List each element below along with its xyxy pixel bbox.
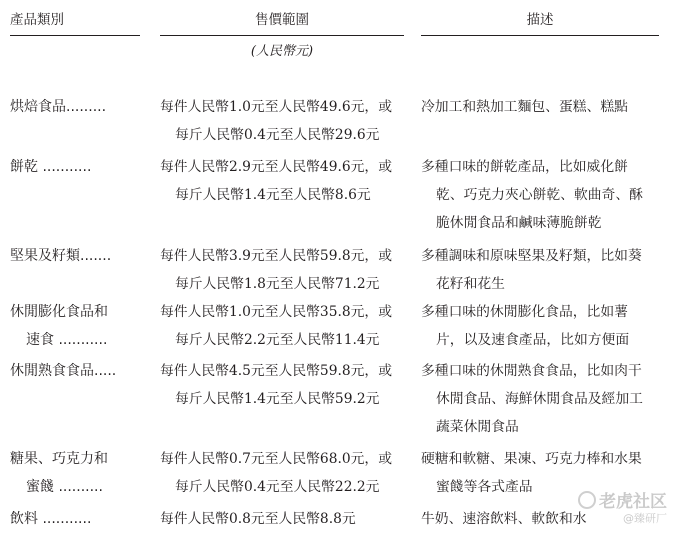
price-cell bbox=[160, 357, 406, 413]
price-cell bbox=[160, 445, 406, 501]
description-line2: 乾、巧克力夾心餅乾、軟曲奇、酥 bbox=[436, 187, 643, 203]
category-text-line2: 蜜餞 .......... bbox=[26, 479, 103, 495]
description-line1: 多種口味的休閒熟食食品，比如肉干 bbox=[421, 363, 642, 379]
description-line1: 硬糖和軟糖、果凍、巧克力棒和水果 bbox=[421, 451, 642, 467]
price-line2: 每斤人民幣0.4元至人民幣22.2元 bbox=[175, 479, 380, 495]
watermark-brand-text: 老虎社区 bbox=[599, 492, 667, 512]
category-cell bbox=[10, 242, 111, 270]
description-line2: 休閒食品、海鮮休閒食品及經加工 bbox=[436, 391, 643, 407]
price-line1: 每件人民幣4.5元至人民幣59.8元，或 bbox=[160, 363, 393, 379]
category-cell bbox=[10, 153, 91, 181]
category-cell bbox=[10, 505, 91, 533]
price-line1: 每件人民幣3.9元至人民幣59.8元，或 bbox=[160, 248, 393, 264]
price-cell bbox=[160, 242, 406, 298]
category-text: 烘焙食品......... bbox=[10, 99, 107, 115]
category-text: 糖果、巧克力和 bbox=[10, 451, 108, 467]
description-line1: 牛奶、速溶飲料、軟飲和水 bbox=[421, 511, 587, 527]
price-cell bbox=[160, 153, 406, 209]
price-line1: 每件人民幣1.0元至人民幣49.6元，或 bbox=[160, 99, 393, 115]
price-line2: 每斤人民幣2.2元至人民幣11.4元 bbox=[175, 332, 380, 348]
price-cell bbox=[160, 505, 406, 533]
category-text-line2: 速食 ........... bbox=[26, 332, 108, 348]
price-cell bbox=[160, 298, 406, 354]
header-description: 描述 bbox=[421, 0, 659, 36]
header-price-range: 售價範圍 bbox=[160, 0, 404, 36]
description-line1: 多種口味的餅乾產品，比如威化餅 bbox=[421, 159, 628, 175]
description-cell bbox=[421, 153, 659, 237]
description-cell bbox=[421, 242, 659, 298]
description-line3: 蔬菜休閒食品 bbox=[436, 419, 519, 435]
category-cell bbox=[10, 298, 108, 354]
category-cell bbox=[10, 357, 116, 385]
watermark-handle: @臻研厂 bbox=[623, 512, 667, 525]
description-line3: 脆休閒食品和鹹味薄脆餅乾 bbox=[436, 215, 602, 231]
category-text: 餅乾 ........... bbox=[10, 159, 92, 175]
category-text: 堅果及籽類....... bbox=[10, 248, 112, 264]
description-cell bbox=[421, 357, 659, 441]
description-cell bbox=[421, 298, 659, 354]
price-line1: 每件人民幣0.8元至人民幣8.8元 bbox=[160, 511, 356, 527]
price-unit-label: (人民幣元) bbox=[250, 44, 314, 59]
description-line1: 冷加工和熱加工麵包、蛋糕、糕點 bbox=[421, 99, 628, 115]
category-text: 休閒熟食食品..... bbox=[10, 363, 117, 379]
description-cell bbox=[421, 93, 659, 121]
header-category: 產品類別 bbox=[10, 0, 140, 36]
tiger-logo-icon bbox=[578, 491, 596, 509]
watermark-brand bbox=[578, 487, 667, 512]
description-line1: 多種口味的休閒膨化食品，比如薯 bbox=[421, 304, 628, 320]
category-cell bbox=[10, 93, 106, 121]
description-line2: 片，以及速食產品，比如方便面 bbox=[436, 332, 630, 348]
price-line2: 每斤人民幣1.4元至人民幣59.2元 bbox=[175, 391, 380, 407]
price-line1: 每件人民幣1.0元至人民幣35.8元，或 bbox=[160, 304, 393, 320]
category-text: 休閒膨化食品和 bbox=[10, 304, 108, 320]
price-line1: 每件人民幣0.7元至人民幣68.0元，或 bbox=[160, 451, 393, 467]
price-line2: 每斤人民幣0.4元至人民幣29.6元 bbox=[175, 127, 380, 143]
description-line2: 花籽和花生 bbox=[436, 276, 505, 292]
price-line1: 每件人民幣2.9元至人民幣49.6元，或 bbox=[160, 159, 393, 175]
description-line2: 蜜餞等各式產品 bbox=[436, 479, 533, 495]
price-line2: 每斤人民幣1.4元至人民幣8.6元 bbox=[175, 187, 371, 203]
category-text: 飲料 ........... bbox=[10, 511, 92, 527]
description-line1: 多種調味和原味堅果及籽類，比如葵 bbox=[421, 248, 642, 264]
price-line2: 每斤人民幣1.8元至人民幣71.2元 bbox=[175, 276, 380, 292]
category-cell bbox=[10, 445, 108, 501]
price-cell bbox=[160, 93, 406, 149]
